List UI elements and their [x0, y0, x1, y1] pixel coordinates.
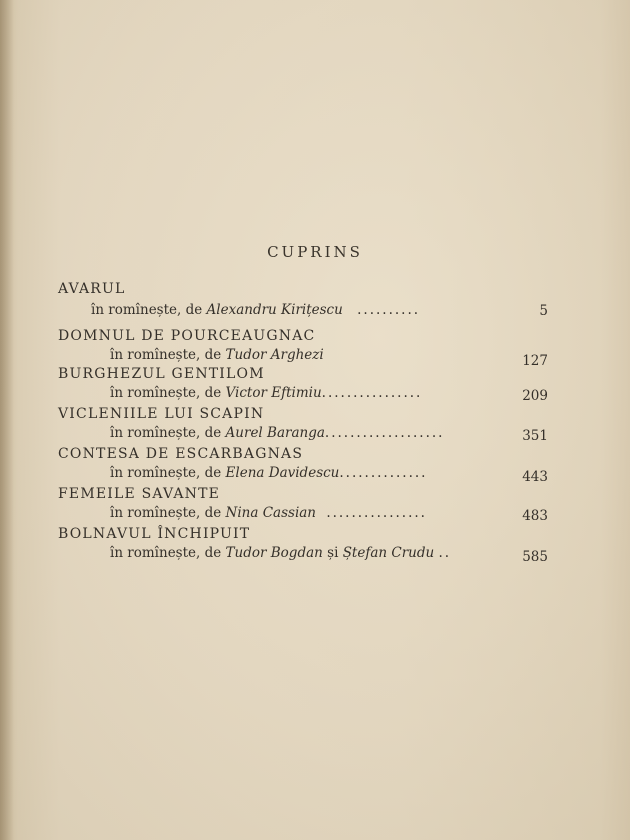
- toc-entry-femeile-savante: [58, 485, 548, 525]
- page-number: 443: [522, 469, 548, 485]
- translation-prefix: în romînește, de: [91, 302, 203, 318]
- play-title: VICLENIILE LUI SCAPIN: [58, 406, 265, 422]
- translation-prefix: în romînește, de: [110, 425, 222, 441]
- play-title: CONTESA DE ESCARBAGNAS: [58, 446, 304, 462]
- translator-text: [110, 346, 324, 365]
- leader-dots: ..........: [357, 302, 421, 318]
- translation-prefix: în romînește, de: [110, 505, 222, 521]
- leader-dots: ................: [321, 385, 423, 401]
- translator-line: [110, 504, 548, 523]
- play-title: FEMEILE SAVANTE: [58, 486, 221, 502]
- leader-dots: ................: [326, 505, 427, 521]
- play-title: BURGHEZUL GENTILOM: [58, 366, 265, 382]
- toc-entry-contesa-de-escarbagnas: [58, 445, 548, 485]
- translator-text: [91, 301, 420, 320]
- translator-text: [110, 504, 427, 523]
- translator-text: [110, 544, 451, 563]
- translator-text: [110, 384, 422, 403]
- translator-line: [110, 544, 548, 563]
- translator-line: [110, 346, 548, 369]
- toc-entry-vicleniile-lui-scapin: [58, 405, 548, 445]
- translator-line: [91, 301, 548, 320]
- translator-name: Aurel Baranga: [225, 425, 325, 441]
- leader-dots: ..............: [339, 465, 428, 481]
- translator-name: Nina Cassian: [225, 505, 317, 521]
- play-title: BOLNAVUL ÎNCHIPUIT: [58, 526, 251, 542]
- conjunction: și: [327, 545, 339, 561]
- toc-entry-avarul: [58, 280, 548, 327]
- leader-dots: ...................: [324, 425, 445, 441]
- translation-prefix: în romînește, de: [110, 385, 222, 401]
- table-of-contents: [58, 280, 548, 565]
- translator-name: Elena Davidescu: [225, 465, 340, 481]
- toc-entry-burghezul-gentilom: [58, 365, 548, 405]
- page-number: 127: [522, 353, 548, 369]
- page-number: 351: [522, 428, 548, 444]
- play-title: DOMNUL DE POURCEAUGNAC: [58, 328, 316, 344]
- translation-prefix: în romînește, de: [110, 347, 222, 363]
- translator-name: Tudor Bogdan: [225, 545, 323, 561]
- play-title: AVARUL: [58, 281, 126, 297]
- leader-dots: ..: [438, 545, 452, 561]
- translator-text: [110, 424, 444, 443]
- page-number: 5: [539, 303, 548, 319]
- translation-prefix: în romînește, de: [110, 545, 222, 561]
- toc-entry-domnul-de-pourceaugnac: [58, 327, 548, 369]
- translator-line: [110, 464, 548, 483]
- translator-line: [110, 424, 548, 443]
- page-number: 209: [522, 388, 548, 404]
- translator-name: Alexandru Kirițescu: [206, 302, 343, 318]
- spine-shadow: [0, 0, 14, 840]
- toc-heading: CUPRINS: [267, 243, 363, 261]
- page-number: 483: [522, 508, 548, 524]
- translator-name: Victor Eftimiu: [225, 385, 322, 401]
- translator-name-2: Ștefan Crudu: [342, 545, 435, 561]
- translation-prefix: în romînește, de: [110, 465, 222, 481]
- translator-name: Tudor Arghezi: [225, 347, 324, 363]
- page-number: 585: [522, 549, 548, 565]
- translator-text: [110, 464, 427, 483]
- toc-entry-bolnavul-inchipuit: [58, 525, 548, 565]
- translator-line: [110, 384, 548, 403]
